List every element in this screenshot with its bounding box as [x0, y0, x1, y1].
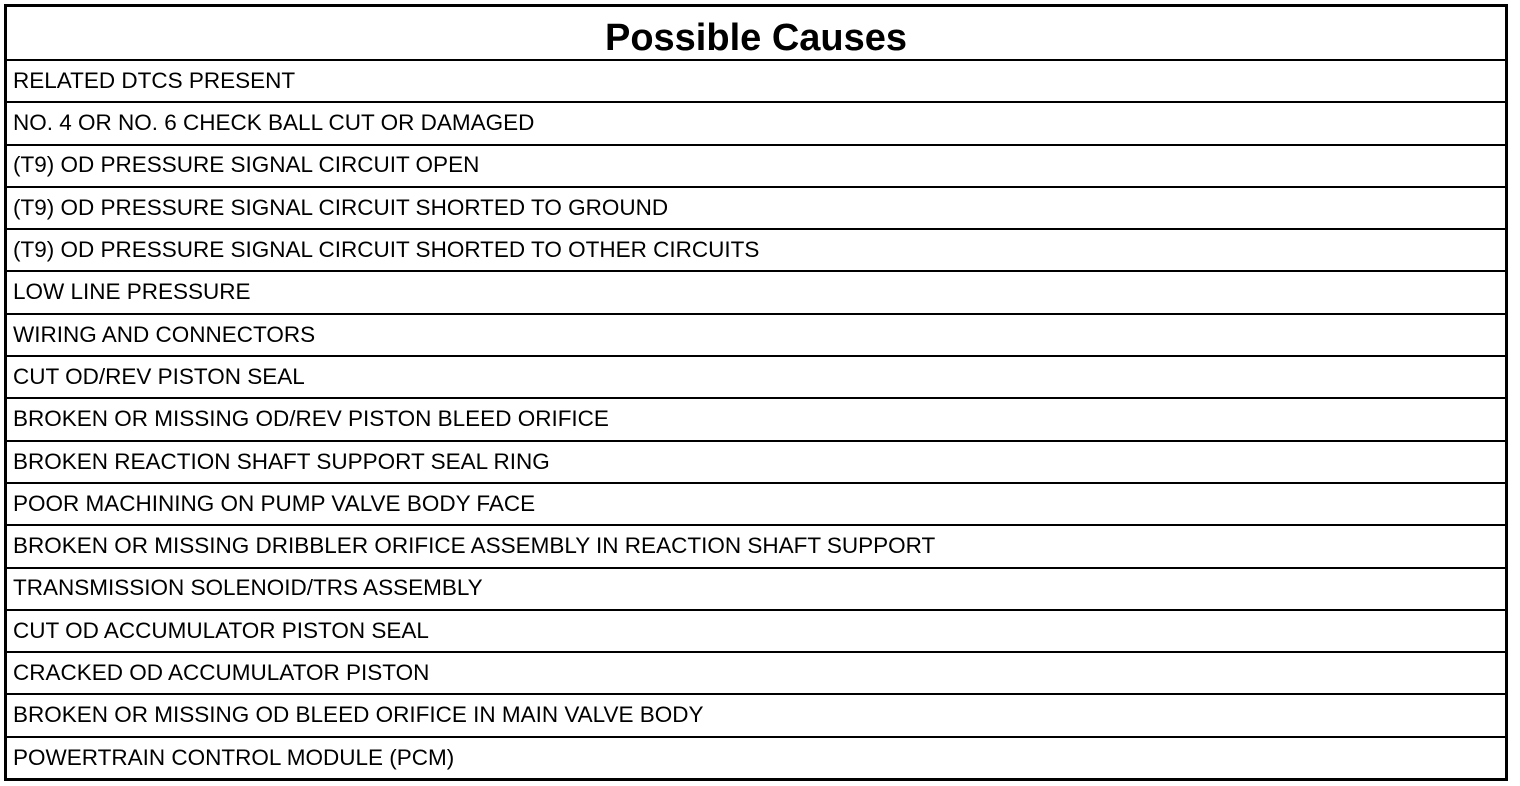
possible-causes-table [4, 4, 1508, 781]
cause-row: BROKEN OR MISSING OD/REV PISTON BLEED ORIFICE [7, 399, 1505, 441]
cause-row: BROKEN OR MISSING OD BLEED ORIFICE IN MAIN VALVE BODY [7, 695, 1505, 737]
cause-row: (T9) OD PRESSURE SIGNAL CIRCUIT OPEN [7, 146, 1505, 188]
cause-row: POWERTRAIN CONTROL MODULE (PCM) [13, 744, 455, 770]
cause-row: CRACKED OD ACCUMULATOR PISTON [7, 653, 1505, 695]
cause-row: TRANSMISSION SOLENOID/TRS ASSEMBLY [7, 569, 1505, 611]
cause-row: CUT OD ACCUMULATOR PISTON SEAL [7, 611, 1505, 653]
cause-row: RELATED DTCS PRESENT [7, 61, 1505, 103]
cause-row: LOW LINE PRESSURE [7, 272, 1505, 314]
cause-row: WIRING AND CONNECTORS [7, 315, 1505, 357]
cause-row: (T9) OD PRESSURE SIGNAL CIRCUIT SHORTED TO GROUND [7, 188, 1505, 230]
cause-row: BROKEN REACTION SHAFT SUPPORT SEAL RING [7, 442, 1505, 484]
causes-list [7, 61, 1505, 778]
cause-row: CUT OD/REV PISTON SEAL [7, 357, 1505, 399]
cause-row: (T9) OD PRESSURE SIGNAL CIRCUIT SHORTED TO OTHER CIRCUITS [7, 230, 1505, 272]
cause-row: BROKEN OR MISSING DRIBBLER ORIFICE ASSEMBLY IN REACTION SHAFT SUPPORT [7, 526, 1505, 568]
cause-row: POOR MACHINING ON PUMP VALVE BODY FACE [7, 484, 1505, 526]
table-title: Possible Causes [7, 7, 1505, 61]
cause-row: NO. 4 OR NO. 6 CHECK BALL CUT OR DAMAGED [7, 103, 1505, 145]
